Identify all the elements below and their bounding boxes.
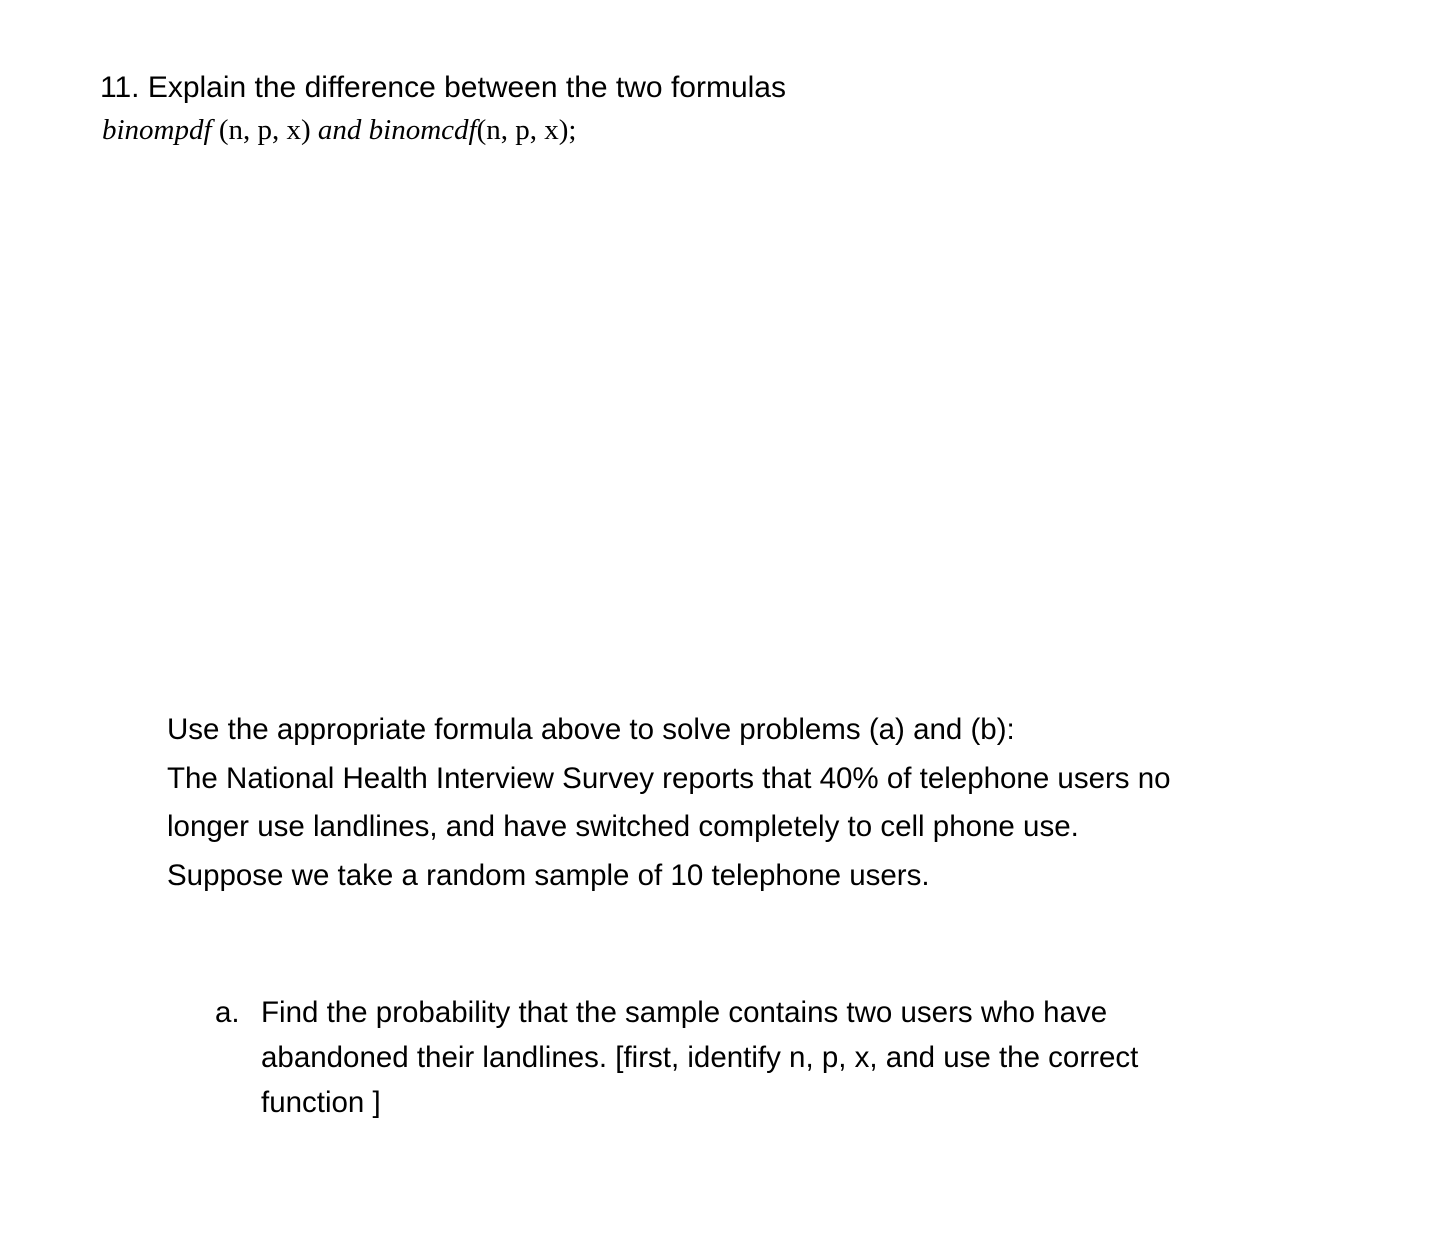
problem-paragraph xyxy=(167,706,1171,900)
item-line: Find the probability that the sample contains two users who have xyxy=(261,996,1108,1029)
question-title: 11. Explain the difference between the two formulas xyxy=(100,71,786,104)
list-marker: a. xyxy=(215,996,240,1029)
paragraph-line: The National Health Interview Survey reports that 40% of telephone users no xyxy=(167,761,1171,795)
binompdf-name: binompdf xyxy=(102,114,212,146)
paragraph-line: longer use landlines, and have switched completely to cell phone use. xyxy=(167,810,1079,843)
paragraph-line: Suppose we take a random sample of 10 telephone users. xyxy=(167,858,930,892)
paragraph-line: Use the appropriate formula above to solve problems (a) and (b): xyxy=(167,713,1015,746)
binomcdf-args: (n, p, x); xyxy=(476,114,577,146)
binomcdf-name: binomcdf xyxy=(368,114,477,146)
item-line: function ] xyxy=(261,1086,381,1119)
binompdf-args: (n, p, x) xyxy=(218,114,311,146)
item-line: abandoned their landlines. [first, identify n, p, x, and use the correct xyxy=(261,1041,1139,1074)
formula-line xyxy=(102,112,576,148)
formula-conjunction: and xyxy=(317,114,362,146)
list-item-text xyxy=(261,990,1138,1125)
